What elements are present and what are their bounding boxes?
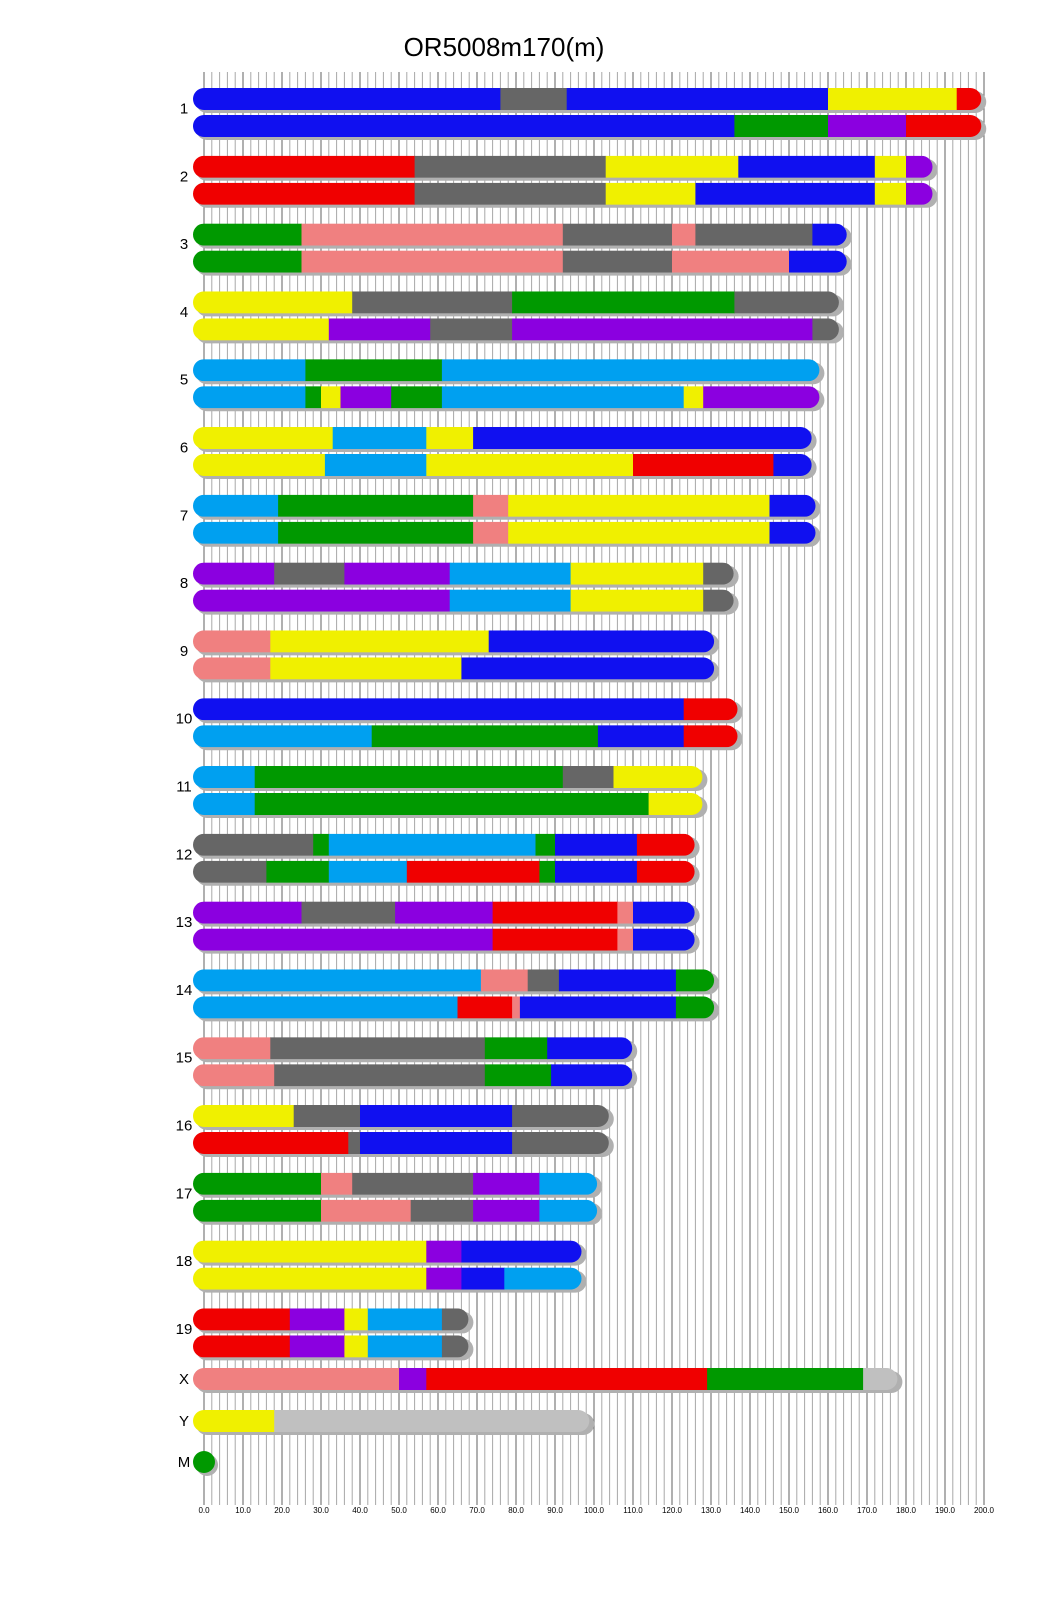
segment (305, 359, 442, 381)
segment (368, 1308, 443, 1330)
segment (302, 902, 396, 924)
segment (485, 1037, 548, 1059)
segment (606, 183, 696, 205)
haplotype-bar (193, 1132, 614, 1157)
segment (329, 318, 431, 340)
chromosome-19 (176, 1308, 474, 1360)
segment (672, 224, 696, 246)
segment (313, 834, 329, 856)
segment (193, 115, 735, 137)
haplotype-bar (193, 1241, 587, 1266)
segment (493, 929, 618, 951)
segment (500, 88, 567, 110)
segment (193, 1173, 322, 1195)
haplotype-bar (193, 725, 743, 750)
segment (485, 1064, 552, 1086)
segment (551, 1064, 637, 1086)
segment (684, 725, 742, 747)
segment (321, 386, 341, 408)
segment (193, 427, 333, 449)
chromosome-label: 2 (179, 168, 189, 186)
segment (193, 522, 279, 544)
segment (426, 1268, 462, 1290)
chromosome-label: 6 (179, 439, 189, 457)
segment (539, 1173, 601, 1195)
segment (193, 1268, 427, 1290)
segment (321, 1173, 353, 1195)
segment (193, 861, 267, 883)
segment (391, 386, 442, 408)
haplotype-bar (193, 115, 986, 140)
haplotype-bar (193, 996, 719, 1021)
segment (563, 224, 673, 246)
segment (193, 834, 314, 856)
x-tick-label: 130.0 (700, 1506, 722, 1515)
segment (606, 156, 739, 178)
chromosome-11 (176, 766, 707, 818)
segment (270, 1037, 485, 1059)
segment (372, 725, 599, 747)
haplotype-bar (193, 1105, 614, 1130)
x-axis-ticks (198, 1506, 994, 1515)
haplotype-bar (193, 1335, 473, 1360)
segment (508, 495, 770, 517)
segment (193, 88, 501, 110)
segment (352, 1173, 474, 1195)
segment (461, 657, 718, 679)
segment (571, 590, 704, 612)
chromosome-label: 7 (179, 507, 189, 525)
x-tick-label: 170.0 (856, 1506, 878, 1515)
segment (193, 1241, 427, 1263)
segment (344, 1335, 368, 1357)
chromosome-label: 12 (175, 846, 193, 864)
segment (450, 563, 572, 585)
segment (290, 1335, 345, 1357)
chromosome-16 (176, 1105, 614, 1157)
segment (193, 902, 302, 924)
segment (302, 224, 564, 246)
segment (450, 590, 572, 612)
segment (407, 861, 540, 883)
chromosome-9 (180, 630, 719, 682)
segment (828, 88, 957, 110)
chromosome-label: 11 (176, 778, 192, 796)
segment (193, 183, 415, 205)
haplotype-bar (193, 1037, 637, 1062)
segment (193, 996, 458, 1018)
segment (473, 1200, 540, 1222)
chromosome-Y (179, 1410, 594, 1435)
segment (193, 251, 302, 273)
chromosome-label: 10 (175, 710, 193, 728)
segment (473, 1173, 540, 1195)
segment (672, 251, 790, 273)
chromosome-18 (176, 1241, 587, 1293)
segment (426, 1241, 462, 1263)
x-tick-label: 150.0 (778, 1506, 800, 1515)
chromosome-label: 18 (175, 1253, 193, 1271)
segment (617, 902, 633, 924)
segment (193, 359, 306, 381)
segment (266, 861, 329, 883)
segment (426, 427, 473, 449)
segment (193, 1451, 215, 1473)
segment (684, 386, 704, 408)
segment (738, 156, 875, 178)
segment (344, 563, 450, 585)
segment (567, 88, 829, 110)
haplotype-bar (193, 386, 824, 411)
segment (508, 522, 770, 544)
haplotype-bar (193, 1268, 587, 1293)
segment (637, 861, 699, 883)
chromosome-label: 17 (175, 1185, 193, 1203)
segment (368, 1335, 443, 1357)
chromosome-label: 15 (175, 1049, 193, 1067)
x-tick-label: 160.0 (817, 1506, 839, 1515)
x-tick-label: 140.0 (739, 1506, 761, 1515)
segment (193, 1308, 290, 1330)
haplotype-bar (193, 156, 938, 181)
segment (512, 996, 520, 1018)
segment (695, 224, 813, 246)
segment (684, 698, 742, 720)
haplotype-bar (193, 1064, 637, 1089)
segment (274, 1064, 485, 1086)
segment (614, 766, 708, 788)
segment (193, 1037, 271, 1059)
segment (707, 1368, 864, 1390)
segment (193, 291, 353, 313)
segment (193, 630, 271, 652)
segment (341, 386, 392, 408)
x-tick-label: 0.0 (198, 1506, 210, 1515)
segment (193, 156, 415, 178)
chromosome-label: Y (178, 1413, 190, 1430)
segment (193, 657, 271, 679)
haplotype-bar (193, 522, 821, 547)
segment (193, 725, 372, 747)
segment (473, 522, 509, 544)
haplotype-bar (193, 183, 938, 208)
haplotype-bar (193, 793, 707, 818)
chromosome-label: 1 (179, 100, 189, 118)
segment (481, 969, 528, 991)
haplotype-bar (193, 251, 852, 276)
segment (348, 1132, 360, 1154)
haplotype-bar (193, 698, 743, 723)
segment (461, 1268, 505, 1290)
x-tick-label: 30.0 (313, 1506, 329, 1515)
x-tick-label: 80.0 (508, 1506, 524, 1515)
segment (539, 1200, 601, 1222)
haplotype-bar (193, 969, 719, 994)
segment (360, 1132, 513, 1154)
segment (536, 834, 556, 856)
segment (352, 291, 513, 313)
chart-title: OR5008m170(m) (403, 32, 605, 62)
segment (547, 1037, 637, 1059)
segment (415, 156, 607, 178)
chromosome-label: 16 (175, 1117, 193, 1135)
segment (493, 902, 618, 924)
chromosome-label: 8 (179, 575, 189, 593)
segment (333, 427, 427, 449)
x-tick-label: 110.0 (623, 1506, 643, 1515)
segment (520, 996, 677, 1018)
segment (789, 251, 851, 273)
segment (555, 861, 638, 883)
segment (461, 1241, 586, 1263)
haplotype-bar (193, 427, 817, 452)
segment (395, 902, 493, 924)
segment (274, 1410, 594, 1432)
segment (193, 1105, 294, 1127)
segment (399, 1368, 427, 1390)
x-tick-label: 70.0 (469, 1506, 485, 1515)
chromosome-label: 19 (175, 1320, 193, 1338)
chromosome-label: 13 (175, 914, 193, 932)
segment (270, 657, 462, 679)
x-tick-label: 50.0 (391, 1506, 407, 1515)
x-tick-label: 120.0 (661, 1506, 683, 1515)
segment (294, 1105, 361, 1127)
chromosome-4 (180, 291, 844, 343)
segment (563, 251, 673, 273)
segment (571, 563, 704, 585)
x-tick-label: 190.0 (934, 1506, 956, 1515)
chromosome-14 (176, 969, 719, 1021)
segment (193, 495, 279, 517)
segment (633, 454, 774, 476)
segment (828, 115, 907, 137)
segment (193, 1410, 275, 1432)
haplotype-bar (193, 1308, 473, 1333)
segment (278, 522, 474, 544)
haplotype-bar (193, 1368, 902, 1393)
segment (274, 563, 345, 585)
haplotype-bar (193, 454, 817, 479)
segment (563, 766, 614, 788)
segment (504, 1268, 586, 1290)
segment (305, 386, 321, 408)
chromosome-label: M (177, 1454, 191, 1471)
chromosome-label: 14 (175, 981, 193, 999)
chromosome-label: 5 (179, 371, 189, 389)
chromosome-1 (180, 88, 986, 140)
segment (321, 1200, 411, 1222)
chromosome-label: 3 (179, 236, 189, 254)
segment (703, 386, 824, 408)
segment (555, 834, 638, 856)
x-tick-label: 200.0 (973, 1506, 995, 1515)
chromosome-M (178, 1451, 218, 1476)
x-tick-label: 90.0 (547, 1506, 563, 1515)
segment (637, 834, 699, 856)
segment (193, 563, 275, 585)
haplotype-bar (193, 902, 700, 927)
chromosome-label: X (178, 1371, 190, 1388)
segment (193, 1335, 290, 1357)
x-tick-label: 20.0 (274, 1506, 290, 1515)
chromosome-8 (180, 563, 739, 615)
segment (360, 1105, 513, 1127)
segment (270, 630, 489, 652)
segment (193, 929, 493, 951)
segment (473, 427, 816, 449)
segment (489, 630, 719, 652)
haplotype-bar (193, 929, 700, 954)
segment (734, 115, 828, 137)
segment (329, 861, 408, 883)
segment (193, 590, 450, 612)
segment (875, 156, 907, 178)
segment (906, 115, 986, 137)
haplotype-bar (193, 318, 844, 343)
segment (528, 969, 560, 991)
haplotype-bar (193, 563, 739, 588)
segment (458, 996, 513, 1018)
segment (598, 725, 684, 747)
x-tick-label: 40.0 (352, 1506, 368, 1515)
chromosome-17 (176, 1173, 602, 1225)
segment (302, 251, 564, 273)
haplotype-bar (193, 224, 852, 249)
segment (512, 1132, 613, 1154)
segment (633, 929, 699, 951)
haplotype-bar (193, 1410, 594, 1435)
segment (633, 902, 699, 924)
segment (193, 224, 302, 246)
segment (430, 318, 513, 340)
segment (193, 1368, 400, 1390)
haplotype-bar (193, 291, 844, 316)
segment (649, 793, 707, 815)
segment (512, 1105, 613, 1127)
segment (442, 359, 824, 381)
segment (193, 386, 306, 408)
chromosomes (176, 88, 987, 1476)
haplotype-bar (193, 88, 986, 113)
segment (193, 1132, 349, 1154)
segment (442, 386, 684, 408)
chromosome-6 (180, 427, 817, 479)
segment (193, 318, 329, 340)
haplotype-bar (193, 657, 719, 682)
segment (734, 291, 843, 313)
haplotype-bar (193, 1200, 602, 1225)
haplotype-bar (193, 1451, 218, 1476)
segment (539, 861, 555, 883)
chromosome-X (179, 1368, 902, 1393)
segment (193, 766, 255, 788)
segment (411, 1200, 474, 1222)
x-tick-label: 100.0 (583, 1506, 605, 1515)
segment (695, 183, 875, 205)
segment (415, 183, 607, 205)
segment (278, 495, 474, 517)
haplotype-bar (193, 1173, 602, 1198)
segment (193, 1064, 275, 1086)
haplotype-bar (193, 590, 739, 615)
segment (193, 454, 326, 476)
segment (426, 454, 633, 476)
x-tick-label: 180.0 (895, 1506, 917, 1515)
segment (512, 291, 735, 313)
chromosome-2 (180, 156, 938, 208)
haplotype-bar (193, 630, 719, 655)
segment (193, 698, 684, 720)
segment (344, 1308, 368, 1330)
chromosome-label: 9 (179, 642, 189, 660)
segment (512, 318, 813, 340)
segment (255, 766, 564, 788)
x-tick-label: 60.0 (430, 1506, 446, 1515)
segment (559, 969, 677, 991)
haplotype-bar (193, 495, 821, 520)
segment (255, 793, 650, 815)
haplotype-bar (193, 359, 824, 384)
segment (426, 1368, 707, 1390)
segment (875, 183, 907, 205)
chromosome-10 (176, 698, 743, 750)
segment (473, 495, 509, 517)
segment (193, 1200, 322, 1222)
segment (193, 793, 255, 815)
segment (193, 969, 482, 991)
x-tick-label: 10.0 (235, 1506, 251, 1515)
chromosome-5 (180, 359, 825, 411)
segment (329, 834, 536, 856)
haplotype-bar (193, 766, 707, 791)
segment (325, 454, 427, 476)
haplotype-bar (193, 861, 700, 886)
haplotype-bar (193, 834, 700, 859)
chromosome-label: 4 (179, 303, 189, 321)
segment (290, 1308, 345, 1330)
segment (617, 929, 633, 951)
